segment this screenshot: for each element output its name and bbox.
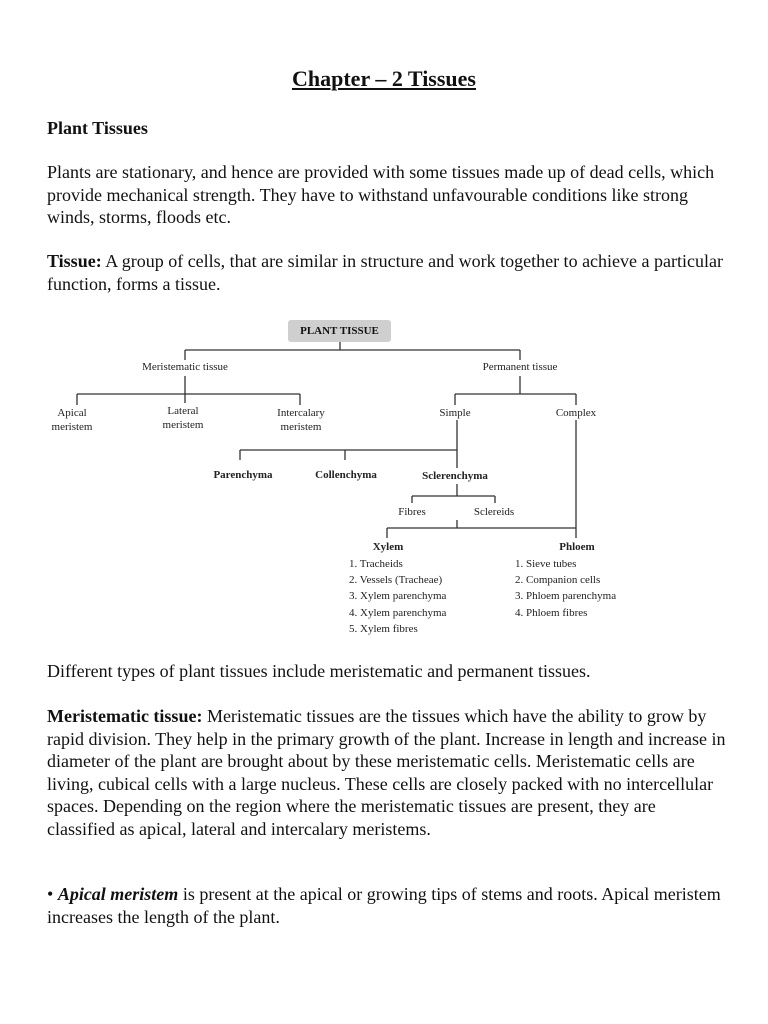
apical-label-1: Apical [57, 407, 87, 419]
collenchyma-node: Collenchyma [315, 469, 377, 481]
xylem-list [349, 556, 446, 637]
plant-tissue-root: PLANT TISSUE [288, 320, 391, 342]
intercalary-label-2: meristem [280, 421, 322, 433]
list-item: 2. Companion cells [515, 574, 601, 587]
tissue-text: A group of cells, that are similar in structure and work together to achieve a particular function, forms a tissue. [47, 251, 723, 294]
simple-node: Simple [439, 407, 471, 419]
list-item: 1. Sieve tubes [515, 558, 577, 570]
apical-meristem-node [52, 406, 93, 434]
phloem-list [515, 556, 616, 621]
lateral-label-1: Lateral [167, 405, 199, 417]
list-item: 5. Xylem fibres [349, 622, 418, 635]
bullet: • [47, 884, 58, 904]
sclereids-node: Sclereids [473, 506, 515, 518]
fibres-node: Fibres [398, 506, 426, 518]
apical-text: is present at the apical or growing tips of stems and roots. Apical meristem increases the length of the plant. [47, 884, 721, 927]
meristematic-definition [47, 705, 727, 840]
list-item: 1. Tracheids [349, 558, 403, 570]
apical-term: Apical meristem [57, 884, 179, 904]
types-sentence: Different types of plant tissues include meristematic and permanent tissues. [47, 661, 591, 681]
meristematic-term: Meristematic tissue: [47, 706, 203, 726]
intercalary-label-1: Intercalary [277, 407, 325, 419]
intercalary-meristem-node [277, 406, 325, 434]
plant-tissue-diagram [0, 310, 768, 655]
tissue-definition [47, 250, 727, 295]
list-item: 4. Xylem parenchyma [349, 606, 447, 619]
list-item: 3. Xylem parenchyma [349, 590, 447, 603]
meristematic-text: Meristematic tissues are the tissues which have the ability to grow by rapid division. They help in the primary growth of the plant. Increase in length and increase in diameter of the plant are brought about by these meristematic cells. Meristematic cells are living, cubical cells with a large nucleus. These cells are closely packed with no intercellular spaces. Depending on the region where the meristematic tissues are present, they are classified as apical, lateral and intercalary meristems. [47, 706, 726, 839]
lateral-meristem-node [163, 404, 204, 432]
section-heading: Plant Tissues [47, 118, 148, 138]
apical-meristem-point [47, 883, 727, 928]
meristematic-node: Meristematic tissue [142, 361, 228, 373]
apical-label-2: meristem [51, 421, 93, 433]
sclerenchyma-node: Sclerenchyma [422, 470, 488, 482]
complex-node: Complex [555, 407, 597, 419]
permanent-node: Permanent tissue [482, 361, 558, 373]
tissue-term: Tissue: [47, 251, 102, 271]
lateral-label-2: meristem [162, 419, 204, 431]
phloem-node: Phloem [559, 541, 595, 553]
list-item: 3. Phloem parenchyma [515, 590, 617, 603]
xylem-node: Xylem [372, 541, 404, 553]
intro-paragraph: Plants are stationary, and hence are provided with some tissues made up of dead cells, which provide mechanical strength. They have to withstand unfavourable conditions like strong winds, storms, floods etc. [47, 162, 715, 227]
page-title: Chapter – 2 Tissues [292, 66, 476, 91]
list-item: 2. Vessels (Tracheae) [349, 574, 443, 587]
list-item: 4. Phloem fibres [515, 606, 588, 619]
parenchyma-node: Parenchyma [213, 469, 273, 481]
